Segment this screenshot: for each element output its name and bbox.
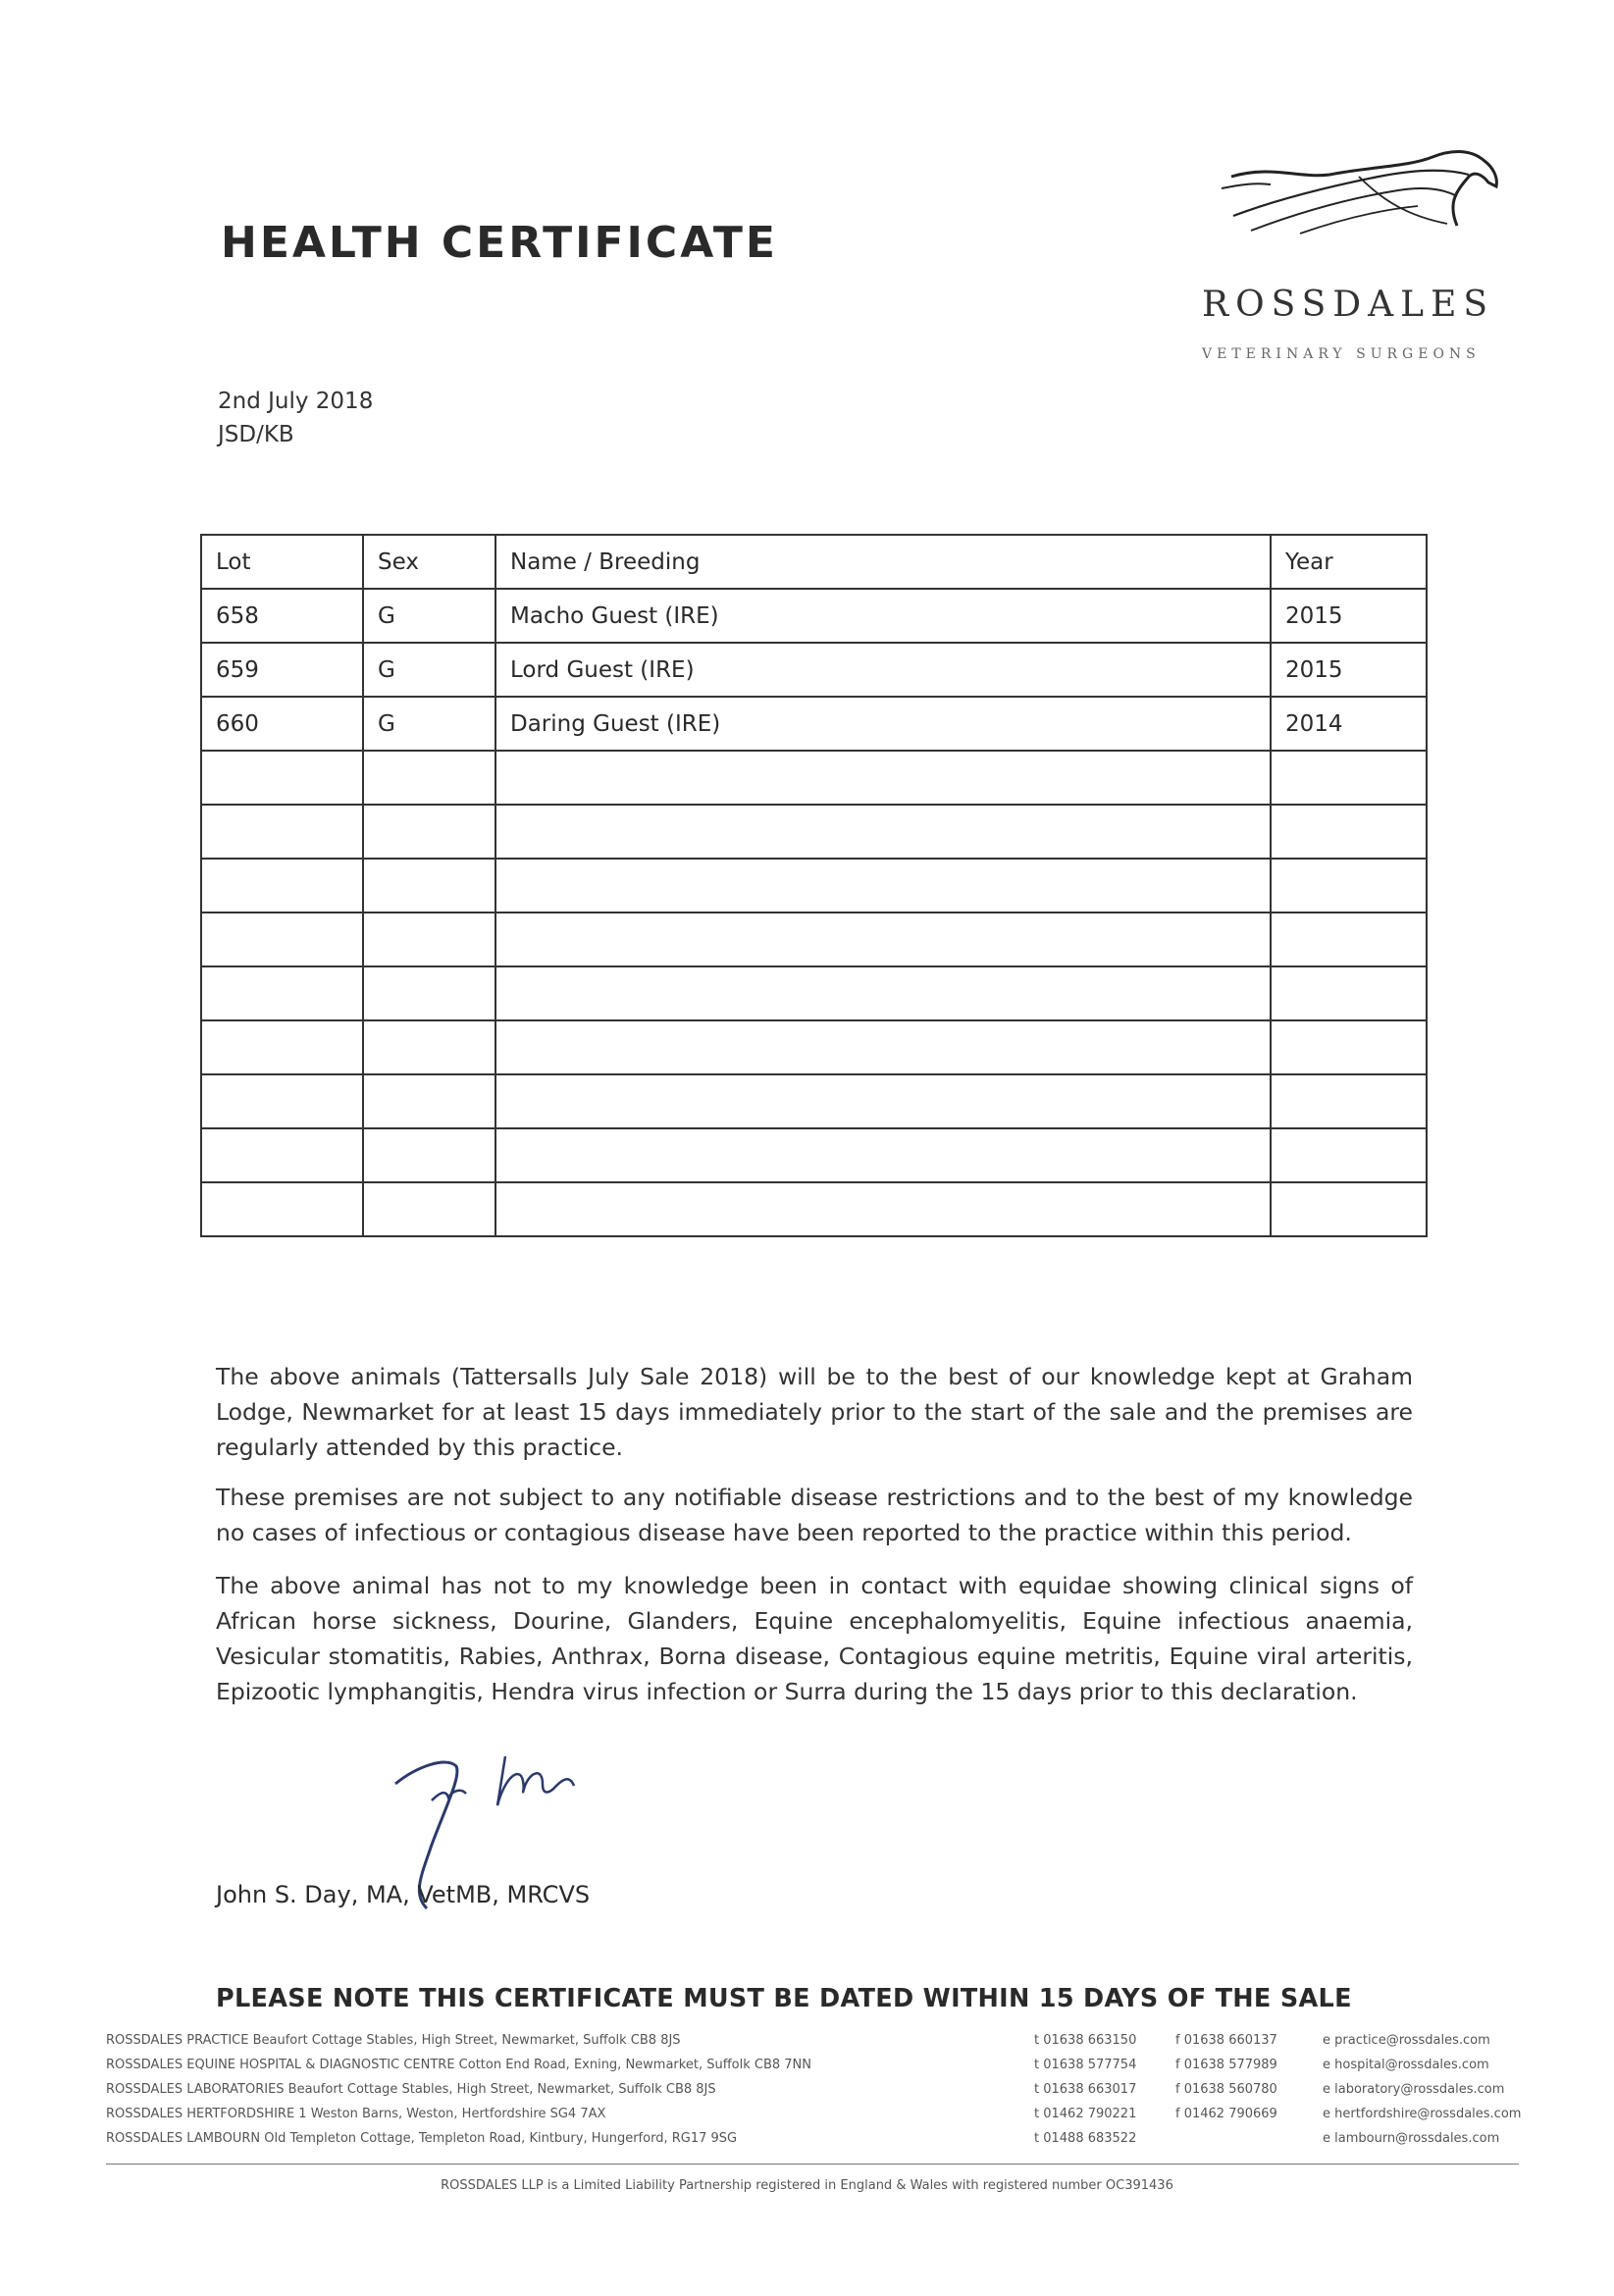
page-title: HEALTH CERTIFICATE <box>221 218 778 268</box>
lot-cell <box>201 1020 363 1074</box>
telephone: t 01638 663150 <box>1034 2033 1137 2048</box>
year-cell <box>1271 1074 1427 1128</box>
telephone: t 01488 683522 <box>1034 2131 1137 2146</box>
lot-cell: 659 <box>201 643 363 697</box>
certificate-date: 2nd July 2018 <box>218 389 374 414</box>
name-cell <box>495 966 1271 1020</box>
year-cell <box>1271 966 1427 1020</box>
sex-cell <box>363 859 495 913</box>
lot-cell <box>201 1128 363 1182</box>
year-cell <box>1271 859 1427 913</box>
sex-cell <box>363 805 495 859</box>
address-row <box>106 2058 1519 2082</box>
fax: f 01638 560780 <box>1175 2082 1277 2097</box>
address-text: ROSSDALES HERTFORDSHIRE 1 Weston Barns, Weston, Hertfordshire SG4 7AX <box>106 2107 606 2121</box>
name-cell <box>495 1128 1271 1182</box>
address-text: ROSSDALES PRACTICE Beaufort Cottage Stables, High Street, Newmarket, Suffolk CB8 8JS <box>106 2033 681 2048</box>
email: e practice@rossdales.com <box>1323 2033 1490 2048</box>
sex-cell <box>363 1182 495 1236</box>
sex-cell <box>363 913 495 966</box>
email: e hospital@rossdales.com <box>1323 2058 1489 2072</box>
lot-cell <box>201 805 363 859</box>
address-row <box>106 2131 1519 2156</box>
sex-cell: G <box>363 697 495 751</box>
table-row <box>201 643 1427 697</box>
lot-cell <box>201 966 363 1020</box>
brand-tagline: VETERINARY SURGEONS <box>1202 346 1481 362</box>
email: e lambourn@rossdales.com <box>1323 2131 1500 2146</box>
name-cell <box>495 1020 1271 1074</box>
name-cell: Macho Guest (IRE) <box>495 589 1271 643</box>
lot-cell <box>201 751 363 805</box>
address-text: ROSSDALES EQUINE HOSPITAL & DIAGNOSTIC CENTRE Cotton End Road, Exning, Newmarket, Suffolk CB8 7NN <box>106 2058 811 2072</box>
lot-cell: 658 <box>201 589 363 643</box>
year-cell <box>1271 1128 1427 1182</box>
column-header-name: Name / Breeding <box>495 535 1271 589</box>
horses-table <box>200 534 1428 1237</box>
telephone: t 01462 790221 <box>1034 2107 1137 2121</box>
address-text: ROSSDALES LAMBOURN Old Templeton Cottage, Templeton Road, Kintbury, Hungerford, RG17 9SG <box>106 2131 738 2146</box>
name-cell <box>495 1182 1271 1236</box>
year-cell <box>1271 1020 1427 1074</box>
declaration-paragraph-2: These premises are not subject to any notifiable disease restrictions and to the best of my knowledge no cases of infectious or contagious disease have been reported to the practice within this period. <box>216 1484 1413 1546</box>
year-cell <box>1271 913 1427 966</box>
name-cell <box>495 859 1271 913</box>
year-cell: 2014 <box>1271 697 1427 751</box>
table-row <box>201 1020 1427 1074</box>
address-text: ROSSDALES LABORATORIES Beaufort Cottage Stables, High Street, Newmarket, Suffolk CB8 8JS <box>106 2082 716 2097</box>
email: e laboratory@rossdales.com <box>1323 2082 1505 2097</box>
sex-cell <box>363 1074 495 1128</box>
table-row <box>201 1128 1427 1182</box>
rossdales-logo <box>1192 147 1506 373</box>
address-row <box>106 2082 1519 2107</box>
sex-cell <box>363 751 495 805</box>
sex-cell <box>363 966 495 1020</box>
footer-divider <box>106 2164 1519 2165</box>
column-header-year: Year <box>1271 535 1427 589</box>
declaration-paragraph-3: The above animal has not to my knowledge been in contact with equidae showing clinical signs of African horse sickness, Dourine, Glanders, Equine encephalomyelitis, Equine infectious anaemia, Vesicular stomatitis, Rabies, Anthrax, Borna disease, Contagious equine metritis, Equine viral arteritis, Epizootic lymphangitis, Hendra virus infection or Surra during the 15 days prior to this declaration. <box>216 1572 1413 1705</box>
address-list <box>106 2033 1522 2156</box>
column-header-sex: Sex <box>363 535 495 589</box>
telephone: t 01638 663017 <box>1034 2082 1137 2097</box>
sex-cell: G <box>363 589 495 643</box>
name-cell: Daring Guest (IRE) <box>495 697 1271 751</box>
lot-cell <box>201 1074 363 1128</box>
brand-name: ROSSDALES <box>1202 285 1495 325</box>
table-row <box>201 805 1427 859</box>
sex-cell <box>363 1128 495 1182</box>
year-cell: 2015 <box>1271 643 1427 697</box>
name-cell <box>495 1074 1271 1128</box>
galloping-horse-icon <box>1212 147 1506 275</box>
table-row <box>201 589 1427 643</box>
lot-cell <box>201 859 363 913</box>
sex-cell: G <box>363 643 495 697</box>
table-row <box>201 697 1427 751</box>
table-row <box>201 913 1427 966</box>
telephone: t 01638 577754 <box>1034 2058 1137 2072</box>
address-row <box>106 2107 1522 2131</box>
lot-cell <box>201 1182 363 1236</box>
name-cell <box>495 913 1271 966</box>
signer-name: John S. Day, MA, VetMB, MRCVS <box>216 1881 591 1908</box>
name-cell <box>495 805 1271 859</box>
fax: f 01638 660137 <box>1175 2033 1277 2048</box>
legal-footer: ROSSDALES LLP is a Limited Liability Partnership registered in England & Wales with registered number OC391436 <box>441 2178 1173 2193</box>
table-header-row <box>201 535 1427 589</box>
address-row <box>106 2033 1519 2058</box>
year-cell <box>1271 805 1427 859</box>
fax: f 01638 577989 <box>1175 2058 1277 2072</box>
email: e hertfordshire@rossdales.com <box>1323 2107 1522 2121</box>
name-cell: Lord Guest (IRE) <box>495 643 1271 697</box>
table-row <box>201 1182 1427 1236</box>
reference-code: JSD/KB <box>218 422 294 447</box>
year-cell: 2015 <box>1271 589 1427 643</box>
table-row <box>201 966 1427 1020</box>
sex-cell <box>363 1020 495 1074</box>
table-row <box>201 751 1427 805</box>
table-row <box>201 1074 1427 1128</box>
name-cell <box>495 751 1271 805</box>
declaration-paragraph-1: The above animals (Tattersalls July Sale 2018) will be to the best of our knowledge kept at Graham Lodge, Newmarket for at least 15 days immediately prior to the start of the sale and the premises are regularly attended by this practice. <box>216 1363 1413 1461</box>
year-cell <box>1271 1182 1427 1236</box>
column-header-lot: Lot <box>201 535 363 589</box>
dating-notice: PLEASE NOTE THIS CERTIFICATE MUST BE DATED WITHIN 15 DAYS OF THE SALE <box>216 1984 1352 2013</box>
table-row <box>201 859 1427 913</box>
lot-cell <box>201 913 363 966</box>
fax: f 01462 790669 <box>1175 2107 1277 2121</box>
lot-cell: 660 <box>201 697 363 751</box>
year-cell <box>1271 751 1427 805</box>
